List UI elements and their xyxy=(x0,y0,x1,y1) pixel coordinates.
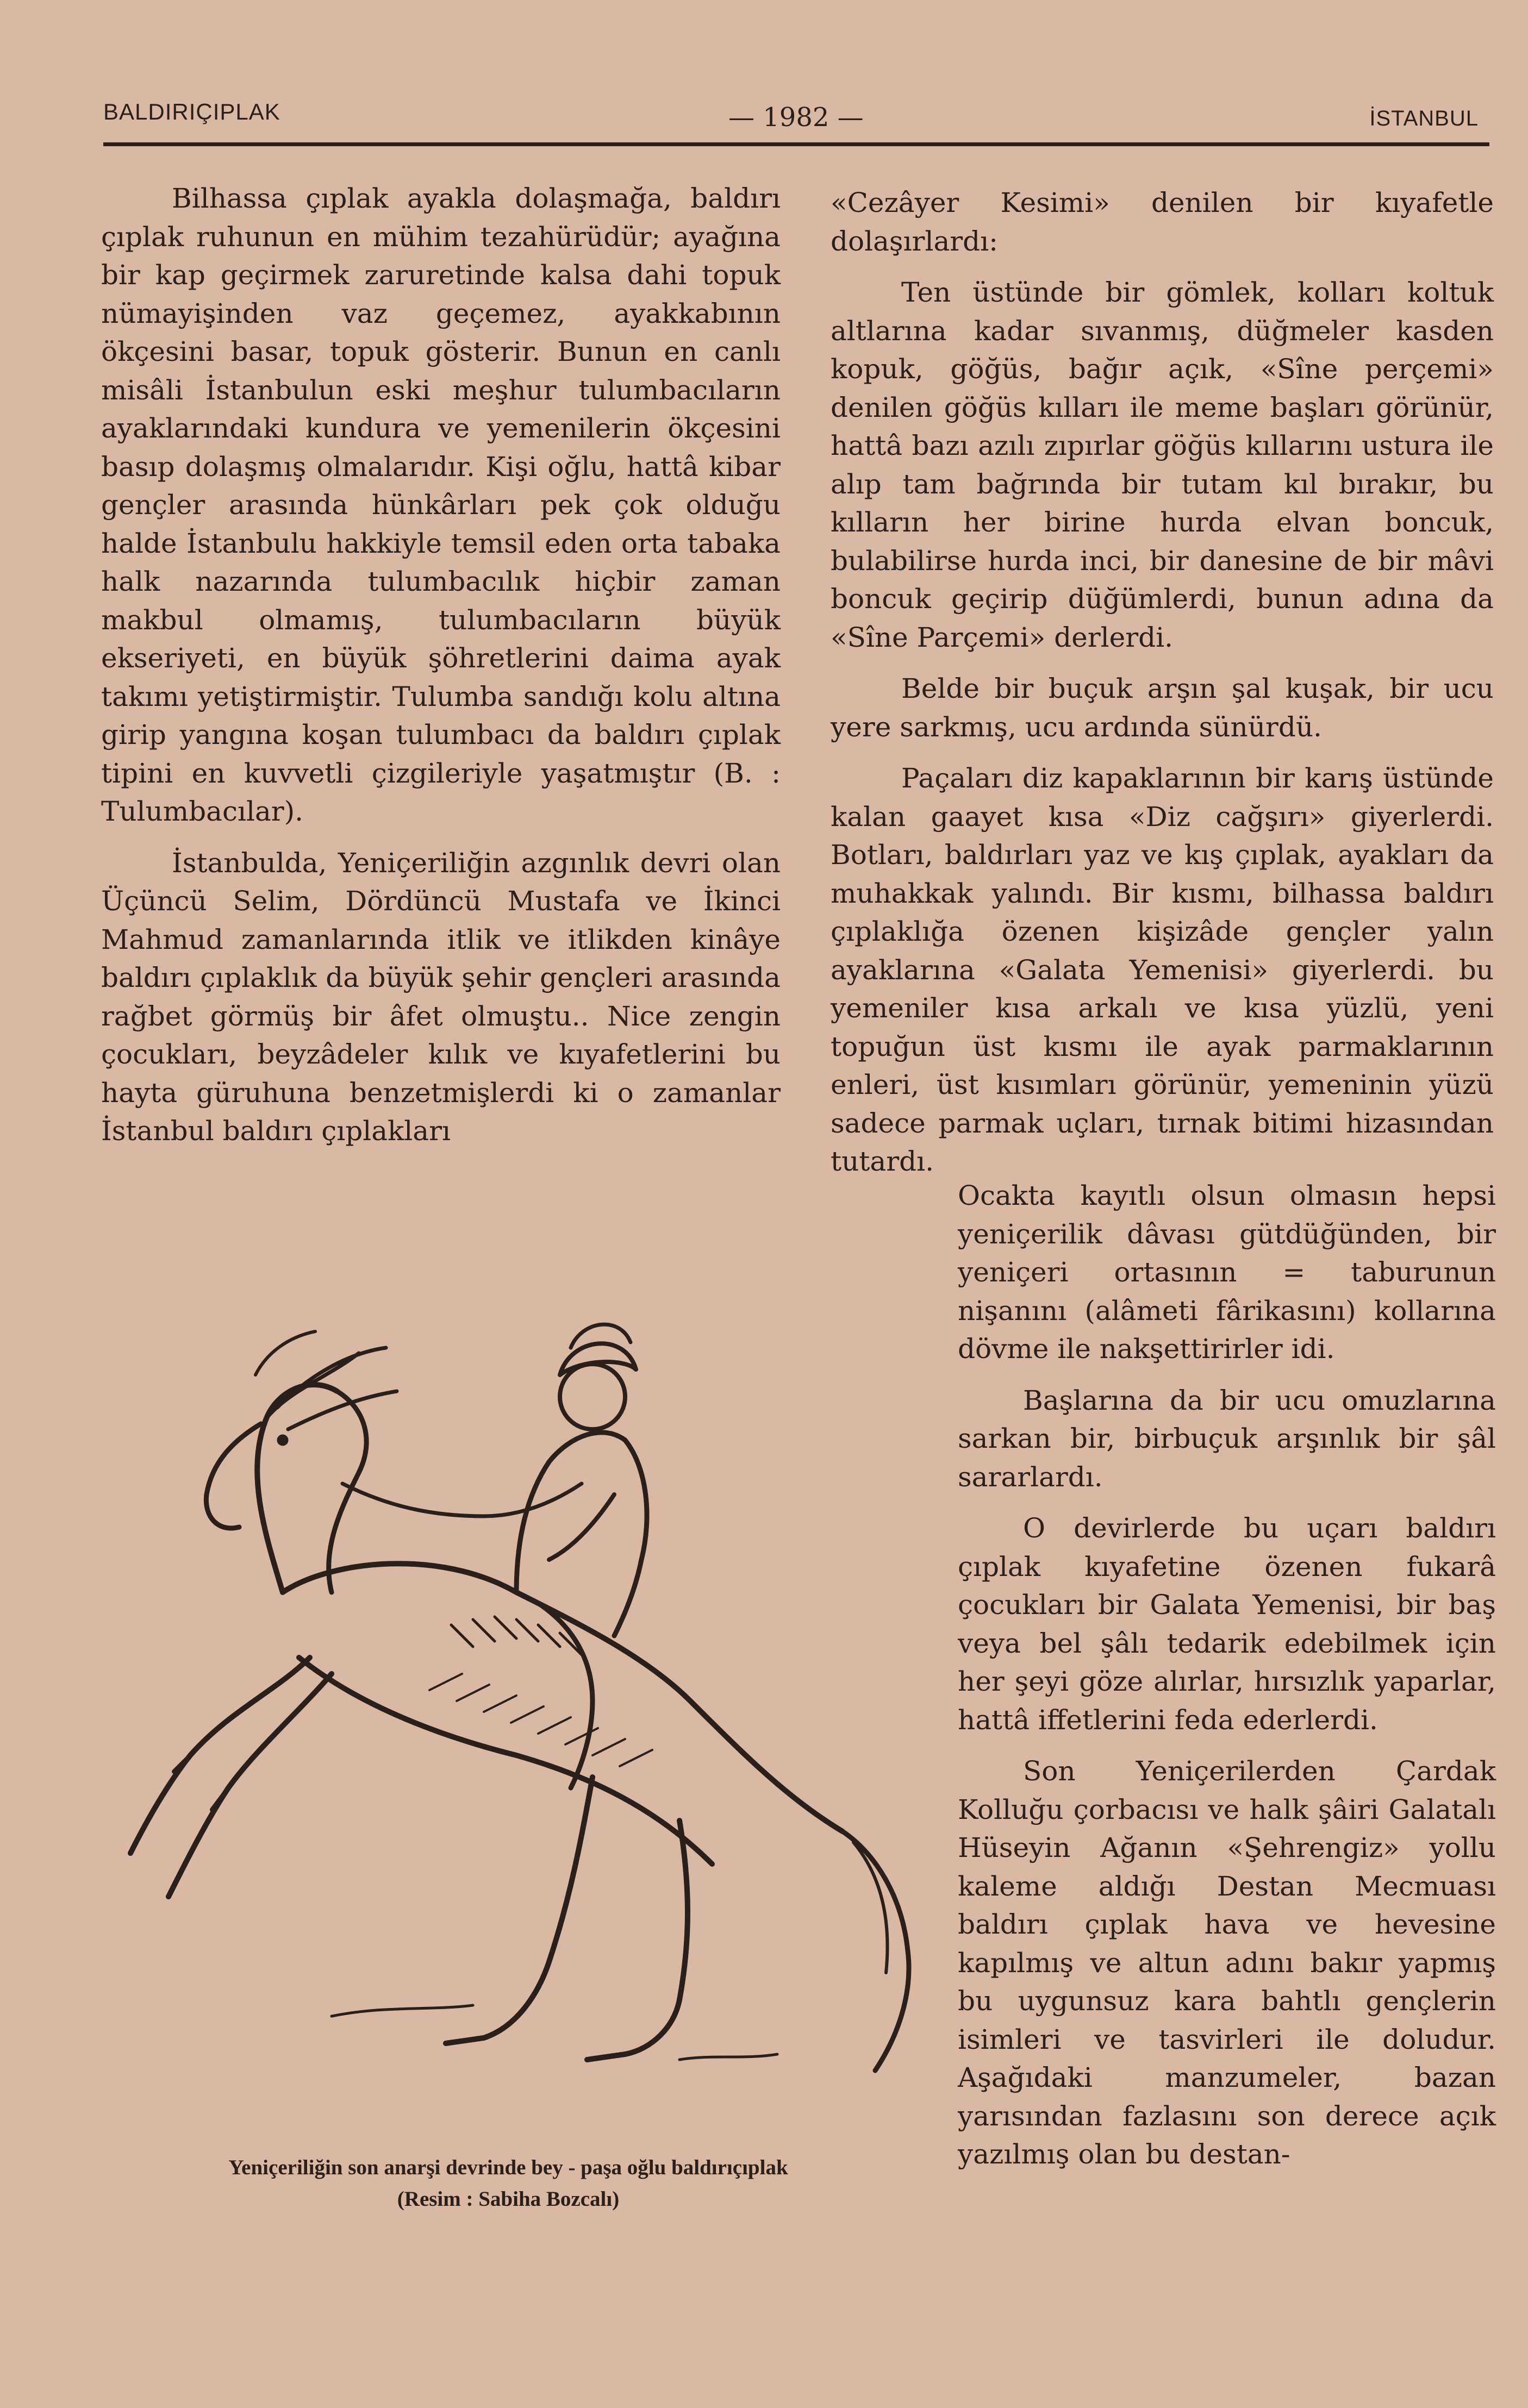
caption-text: Yeniçeriliğin son anarşi devrinde bey - paşa oğlu baldırıçıplak xyxy=(228,2156,788,2179)
left-column xyxy=(101,179,781,1164)
paragraph: Ocakta kayıtlı olsun olmasın hepsi yeniçerilik dâvası gütdüğünden, bir yeniçeri ortasının = taburunun nişanını (alâmeti fârikasını) kollarına dövme ile nakşettirirler idi. xyxy=(958,1180,1496,1365)
paragraph: Bilhassa çıplak ayakla dolaşmağa, baldırı çıplak ruhunun en mühim tezahürüdür; ayağına bir kap geçirmek zaruretinde kalsa dahi topuk nümayişinden vaz geçemez, ayakkabının ökçesini basar, topuk gösterir. Bunun en canlı misâli İstanbulun eski meşhur tulumbacıların ayaklarındaki kundura ve yemenilerin ökçesini basıp dolaşmış olmalarıdır. Kişi oğlu, hattâ kibar gençler arasında hünkârları pek çok olduğu halde İstanbulu hakkiyle temsil eden orta tabaka halk nazarında tulumbacılık hiçbir zaman makbul olmamış, tulumbacıların büyük ekseriyeti, en büyük şöhretlerini daima ayak takımı yetiştirmiştir. Tulumba sandığı kolu altına girip yangına koşan tulumbacı da baldırı çıplak tipini en kuvvetli çizgileriyle yaşatmıştır (B. : Tulumbacılar). xyxy=(101,183,781,827)
paragraph: Başlarına da bir ucu omuzlarına sarkan bir, birbuçuk arşınlık bir şâl sararlardı. xyxy=(958,1384,1496,1493)
running-title: BALDIRIÇIPLAK xyxy=(103,99,280,124)
publication-title: İSTANBUL xyxy=(1369,107,1479,130)
paragraph: Son Yeniçerilerden Çardak Kolluğu çorbacısı ve halk şâiri Galatalı Hüseyin Ağanın «Şehrengiz» yollu kaleme aldığı Destan Mecmuası baldırı çıplak hava ve hevesine kapılmış ve altun adını bakır yapmış bu uygunsuz kara bahtlı gençlerin isimleri ve tasvirleri ile doludur. Aşağıdaki manzumeler, bazan yarısından fazlasını son derece açık yazılmış olan bu destan- xyxy=(958,1755,1496,2170)
header-rule xyxy=(103,142,1489,146)
caption-credit: (Resim : Sabiha Bozcalı) xyxy=(397,2187,620,2211)
paragraph: Paçaları diz kapaklarının bir karış üstünde kalan gaayet kısa «Diz cağşırı» giyerlerdi. Botları, baldırları yaz ve kış çıplak, ayakları da muhakkak yalındı. Bir kısmı, bilhassa baldırı çıplaklığa özenen kişizâde gençler yalın ayaklarına «Galata Yemenisi» giyerlerdi. bu yemeniler kısa arkalı ve kısa yüzlü, yeni topuğun üst kısmı ile ayak parmaklarının enleri, üst kısımları görünür, yemeninin yüzü sadece parmak uçları, tırnak bitimi hizasından tutardı. xyxy=(831,762,1494,1177)
page-number: — 1982 — xyxy=(728,102,864,133)
page-header xyxy=(103,92,1495,147)
figure-caption xyxy=(117,2152,900,2215)
right-column xyxy=(831,184,1494,1194)
paragraph: Ten üstünde bir gömlek, kolları koltuk altlarına kadar sıvanmış, düğmeler kasden kopuk, göğüs, bağır açık, «Sîne perçemi» denilen göğüs kılları ile meme başları görünür, hattâ bazı azılı zıpırlar göğüs kıllarını ustura ile alıp tam bağrında bir tutam kıl bırakır, bu kılların her birine hurda elvan boncuk, bulabilirse hurda inci, bir danesine de bir mâvi boncuk geçirip düğümlerdi, bunun adına da «Sîne Parçemi» derlerdi. xyxy=(831,277,1494,653)
horse-rider-illustration xyxy=(103,1212,951,2136)
paragraph: İstanbulda, Yeniçeriliğin azgınlık devri olan Üçüncü Selim, Dördüncü Mustafa ve İkinci Mahmud zamanlarında itlik ve itlikden kinâye baldırı çıplaklık da büyük şehir gençleri arasında rağbet görmüş bir âfet olmuştu.. Nice zengin çocukları, beyzâdeler kılık ve kıyafetlerini bu hayta güruhuna benzetmişlerdi ki o zamanlar İstanbul baldırı çıplakları xyxy=(101,847,781,1147)
paragraph: «Cezâyer Kesimi» denilen bir kıyafetle dolaşırlardı: xyxy=(831,187,1494,257)
narrow-column xyxy=(958,1177,1496,2187)
paragraph: O devirlerde bu uçarı baldırı çıplak kıyafetine özenen fukarâ çocukları bir Galata Yemenisi, bir baş veya bel şâlı tedarik edebilmek için her şeyi göze alırlar, hırsızlık yaparlar, hattâ iffetlerini feda ederlerdi. xyxy=(958,1512,1496,1736)
paragraph: Belde bir buçuk arşın şal kuşak, bir ucu yere sarkmış, ucu ardında sünürdü. xyxy=(831,673,1494,743)
